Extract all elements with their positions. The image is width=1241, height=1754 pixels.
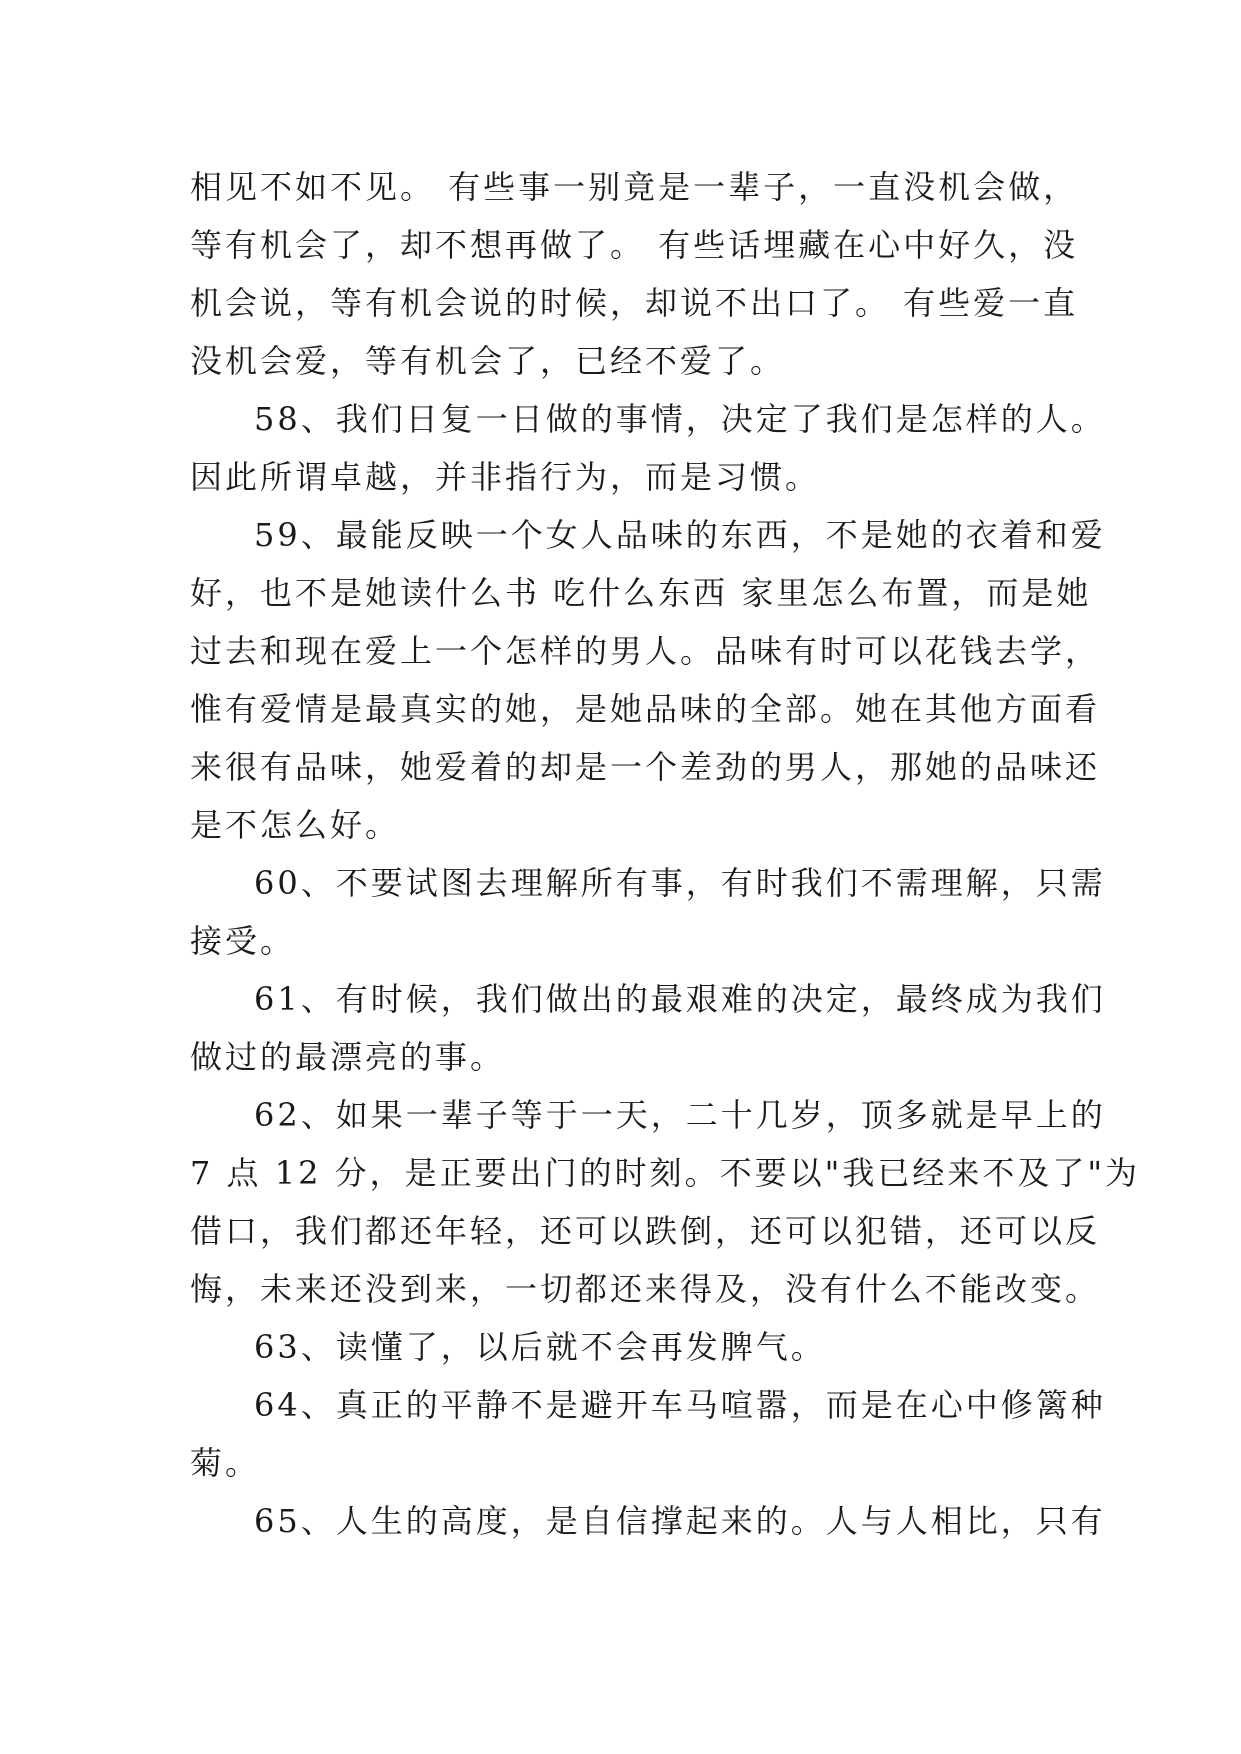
- text-line: 过去和现在爱上一个怎样的男人。品味有时可以花钱去学，: [190, 632, 1101, 670]
- text-line: 接受。: [190, 922, 296, 960]
- text-line: 机会说，等有机会说的时候，却说不出口了。 有些爱一直: [190, 284, 1079, 322]
- text-line: 借口，我们都还年轻，还可以跌倒，还可以犯错，还可以反: [190, 1212, 1101, 1250]
- text-line: 7 点 12 分，是正要出门的时刻。不要以"我已经来不及了"为: [190, 1154, 1141, 1192]
- text-line: 做过的最漂亮的事。: [190, 1038, 506, 1076]
- text-line: 来很有品味，她爱着的却是一个差劲的男人，那她的品味还: [190, 748, 1101, 786]
- paragraph-60-start: 60、不要试图去理解所有事，有时我们不需理解，只需: [254, 864, 1106, 902]
- paragraph-64-start: 64、真正的平静不是避开车马喧嚣，而是在心中修篱种: [254, 1386, 1106, 1424]
- paragraph-65-start: 65、人生的高度，是自信撑起来的。人与人相比，只有: [254, 1502, 1106, 1540]
- paragraph-61-start: 61、有时候，我们做出的最艰难的决定，最终成为我们: [254, 980, 1106, 1018]
- paragraph-63-start: 63、读懂了，以后就不会再发脾气。: [254, 1328, 826, 1366]
- text-line: 相见不如不见。 有些事一别竟是一辈子，一直没机会做，: [190, 168, 1079, 206]
- paragraph-62-start: 62、如果一辈子等于一天，二十几岁，顶多就是早上的: [254, 1096, 1106, 1134]
- document-body: [190, 158, 1141, 1550]
- text-line: 因此所谓卓越，并非指行为，而是习惯。: [190, 458, 821, 496]
- text-line: 是不怎么好。: [190, 806, 401, 844]
- paragraph-58-start: 58、我们日复一日做的事情，决定了我们是怎样的人。: [254, 400, 1106, 438]
- paragraph-59-start: 59、最能反映一个女人品味的东西，不是她的衣着和爱: [254, 516, 1106, 554]
- text-line: 没机会爱，等有机会了，已经不爱了。: [190, 342, 786, 380]
- text-line: 等有机会了，却不想再做了。 有些话埋藏在心中好久，没: [190, 226, 1079, 264]
- text-line: 悔，未来还没到来，一切都还来得及，没有什么不能改变。: [190, 1270, 1101, 1308]
- text-line: 惟有爱情是最真实的她，是她品味的全部。她在其他方面看: [190, 690, 1101, 728]
- text-line: 好，也不是她读什么书 吃什么东西 家里怎么布置，而是她: [190, 574, 1092, 612]
- text-line: 菊。: [190, 1444, 261, 1482]
